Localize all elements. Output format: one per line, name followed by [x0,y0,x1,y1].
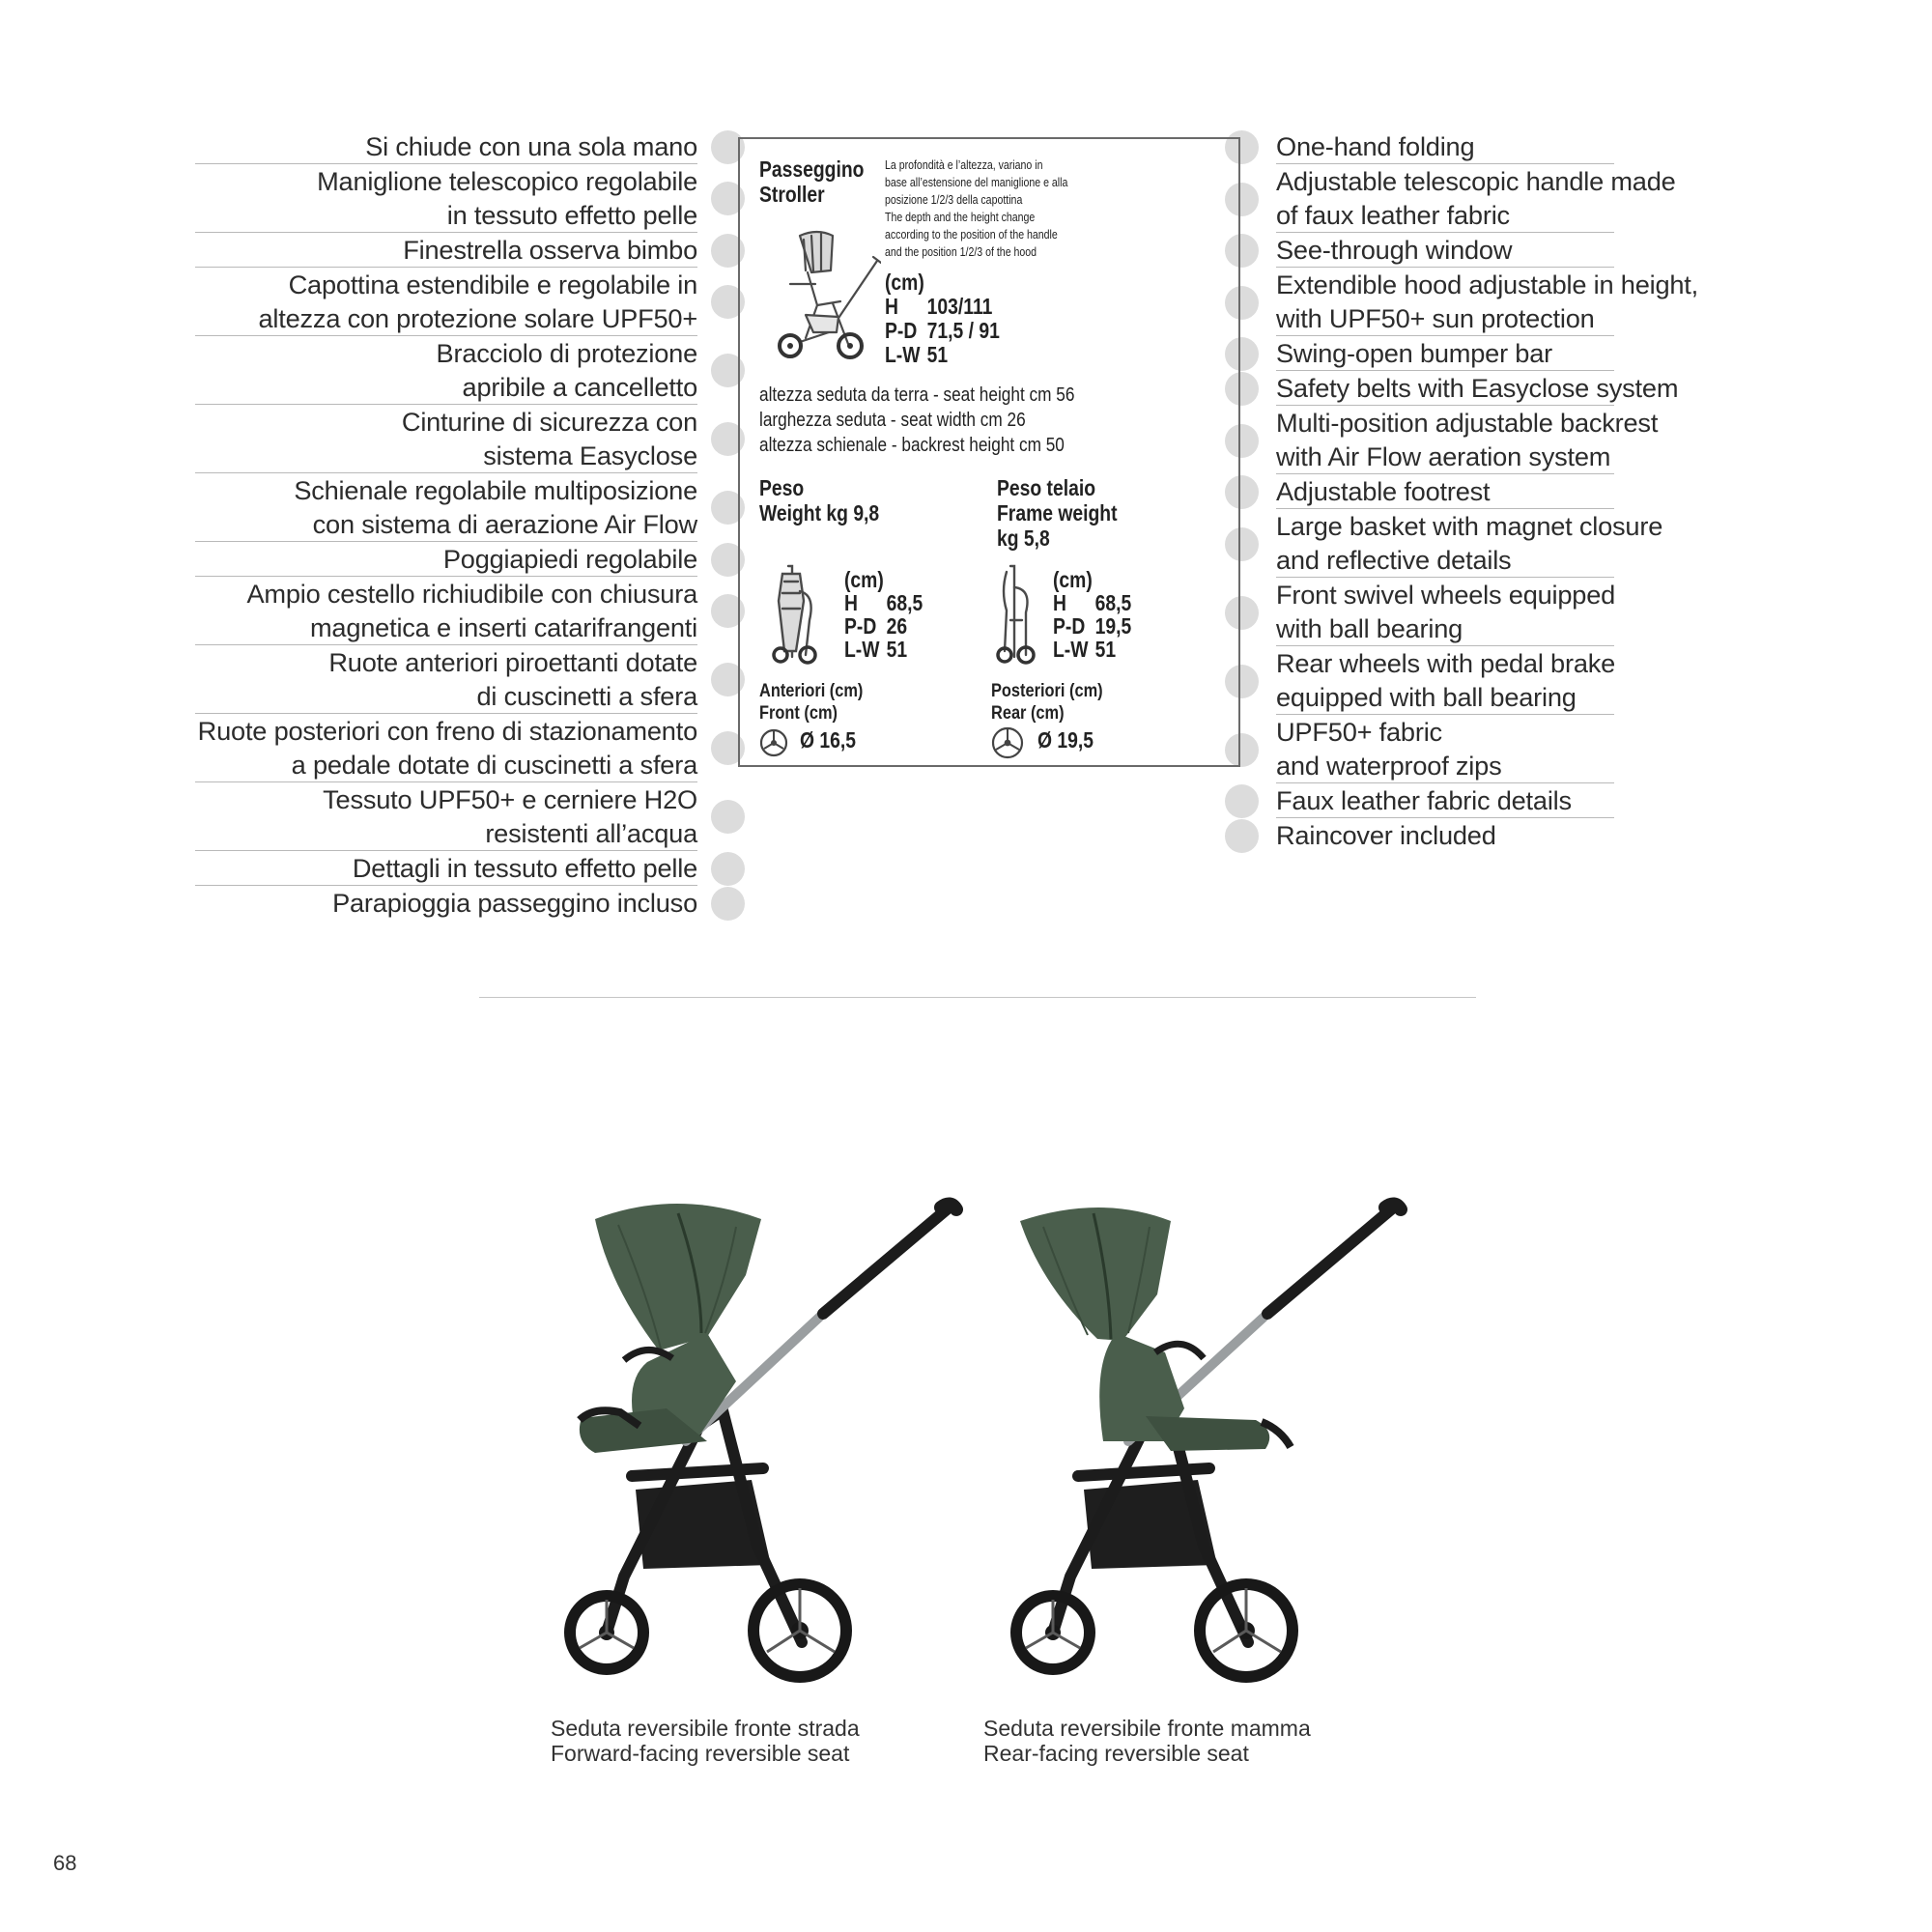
list-item: Rear wheels with pedal brake equipped with ball bearing [1276,646,1817,715]
list-item: Poggiapiedi regolabile [195,542,697,577]
page-number: 68 [53,1851,77,1875]
stroller-forward-facing-image [531,1188,966,1690]
list-item: Faux leather fabric details [1276,783,1817,818]
weight: Peso Weight kg 9,8 [759,475,880,526]
stroller-diagram-icon [761,228,881,359]
bullet-dot [1225,784,1259,818]
list-item: See-through window [1276,233,1817,268]
list-item: Tessuto UPF50+ e cerniere H2O resistenti all’acqua [195,782,697,851]
folded-frame-icon [993,562,1041,665]
folded-stroller-icon [767,562,829,665]
front-wheel-diameter: Ø 16,5 [800,727,856,753]
list-item: Finestrella osserva bimbo [195,233,697,268]
folded-dimensions: (cm) H 68,5 P-D 26 L-W 51 [844,567,923,662]
front-wheel-label: Anteriori (cm) Front (cm) [759,680,864,724]
spec-title: Passeggino Stroller [759,156,865,207]
seat-measurements: altezza seduta da terra - seat height cm 56 larghezza seduta - seat width cm 26 altezza schienale - backrest height cm 50 [759,384,1075,456]
list-item: Front swivel wheels equipped with ball bearing [1276,578,1817,646]
list-item: One-hand folding [1276,129,1817,164]
caption-forward-facing: Seduta reversibile fronte strada Forward-facing reversible seat [551,1716,860,1766]
list-item: Ruote posteriori con freno di stazionamento a pedale dotate di cuscinetti a sfera [195,714,697,782]
wheel-icon [991,726,1024,759]
wheel-icon [759,728,788,757]
frame-weight: Peso telaio Frame weight kg 5,8 [997,475,1118,551]
stroller-rear-facing-image [976,1188,1410,1690]
list-item: Dettagli in tessuto effetto pelle [195,851,697,886]
spec-box [738,137,1240,767]
features-english [1276,129,1817,852]
list-item: Schienale regolabile multiposizione con sistema di aerazione Air Flow [195,473,697,542]
list-item: Si chiude con una sola mano [195,129,697,164]
list-item: Swing-open bumper bar [1276,336,1817,371]
list-item: Extendible hood adjustable in height, with UPF50+ sun protection [1276,268,1817,336]
rear-wheel-diameter: Ø 19,5 [1037,727,1094,753]
list-item: Parapioggia passeggino incluso [195,886,697,920]
list-item: Multi-position adjustable backrest with Air Flow aeration system [1276,406,1817,474]
section-divider [479,997,1476,998]
list-item: Raincover included [1276,818,1817,852]
folded-frame-dimensions: (cm) H 68,5 P-D 19,5 L-W 51 [1053,567,1132,662]
list-item: Capottina estendibile e regolabile in altezza con protezione solare UPF50+ [195,268,697,336]
list-item: Adjustable telescopic handle made of faux leather fabric [1276,164,1817,233]
features-italian [195,129,697,920]
spec-note: La profondità e l’altezza, variano in base all’estensione del maniglione e alla posizione 1/2/3 della capottina The depth and the height change according to the position of the handle and the position 1/2/3 of the hood [885,158,1068,259]
bullet-dot [711,800,745,834]
list-item: Ampio cestello richiudibile con chiusura magnetica e inserti catarifrangenti [195,577,697,645]
list-item: Large basket with magnet closure and reflective details [1276,509,1817,578]
list-item: UPF50+ fabric and waterproof zips [1276,715,1817,783]
bullet-dot [711,852,745,886]
stroller-dimensions: (cm) H 103/111 P-D 71,5 / 91 L-W 51 [885,270,1000,367]
rear-wheel-label: Posteriori (cm) Rear (cm) [991,680,1103,724]
list-item: Safety belts with Easyclose system [1276,371,1817,406]
list-item: Ruote anteriori piroettanti dotate di cuscinetti a sfera [195,645,697,714]
list-item: Cinturine di sicurezza con sistema Easyclose [195,405,697,473]
bullet-dot [711,887,745,921]
list-item: Maniglione telescopico regolabile in tessuto effetto pelle [195,164,697,233]
list-item: Adjustable footrest [1276,474,1817,509]
caption-rear-facing: Seduta reversibile fronte mamma Rear-facing reversible seat [983,1716,1311,1766]
bullet-dot [1225,819,1259,853]
list-item: Bracciolo di protezione apribile a cancelletto [195,336,697,405]
